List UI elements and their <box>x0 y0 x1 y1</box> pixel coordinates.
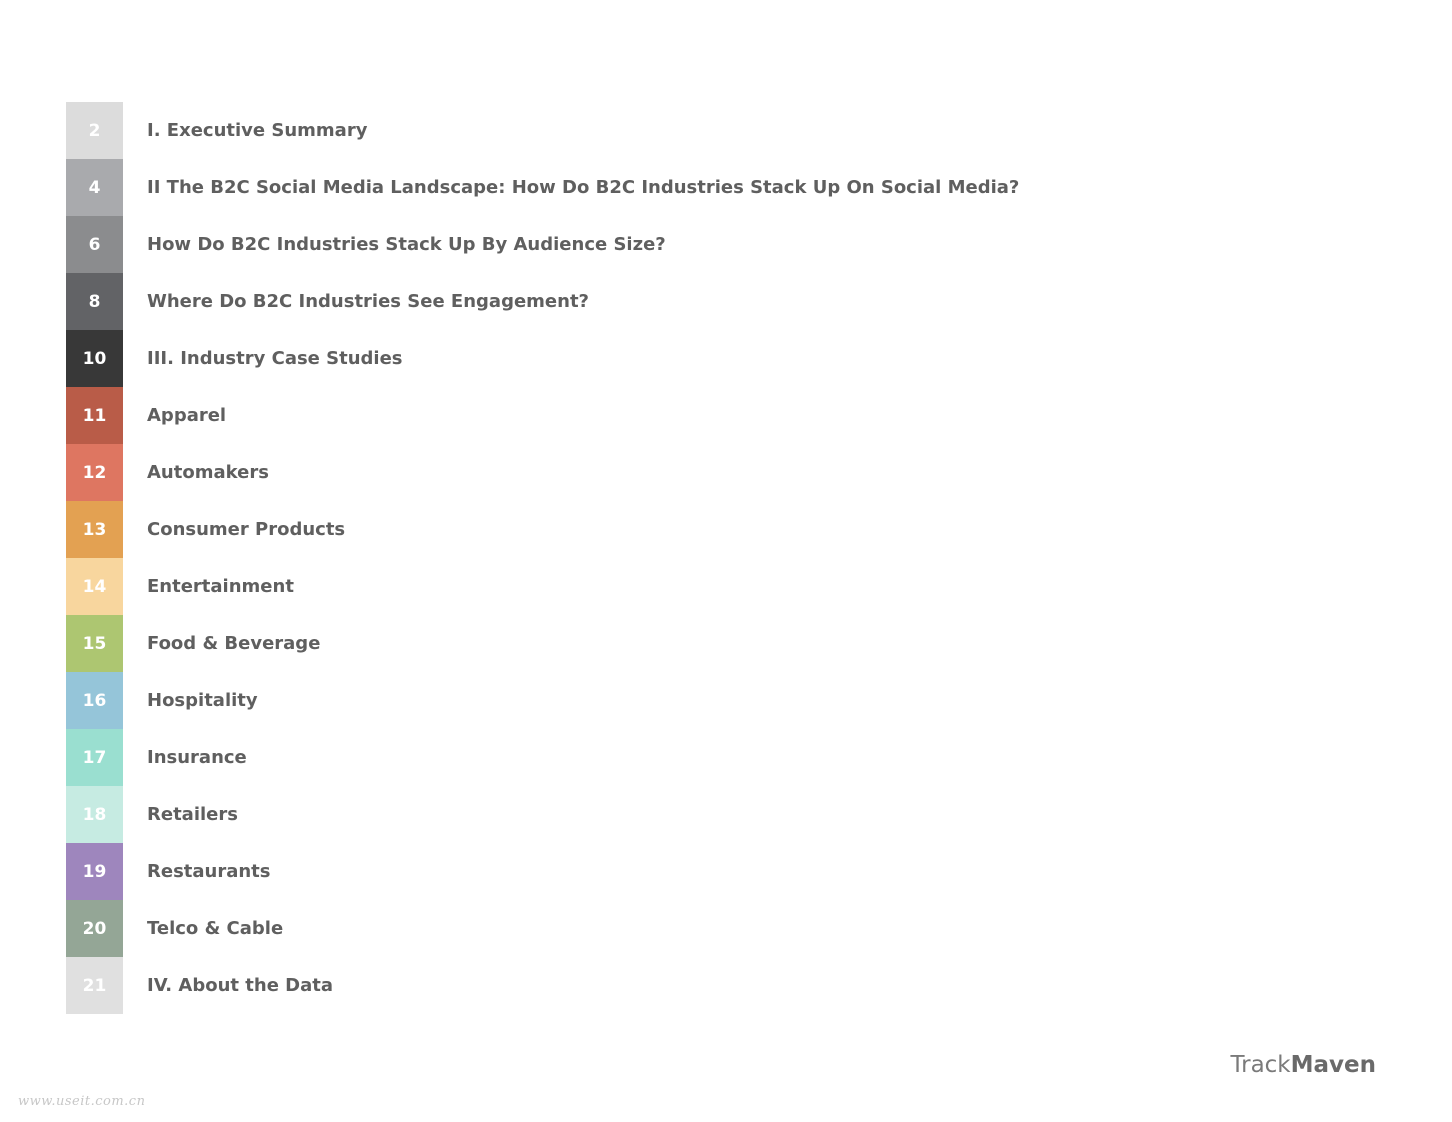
toc-entry[interactable] <box>66 615 1386 672</box>
toc-entry-label: I. Executive Summary <box>147 120 368 141</box>
toc-entry-label: III. Industry Case Studies <box>147 348 403 369</box>
toc-entry[interactable] <box>66 786 1386 843</box>
toc-entry-label: II The B2C Social Media Landscape: How Do B2C Industries Stack Up On Social Media? <box>147 177 1020 198</box>
toc-entry-label: Consumer Products <box>147 519 346 540</box>
toc-entry[interactable] <box>66 273 1386 330</box>
page-number-badge: 14 <box>66 558 123 615</box>
toc-entry[interactable] <box>66 102 1386 159</box>
toc-entry-label: Apparel <box>147 405 227 426</box>
toc-entry[interactable] <box>66 672 1386 729</box>
toc-entry[interactable] <box>66 957 1386 1014</box>
toc-entry[interactable] <box>66 843 1386 900</box>
toc-entry[interactable] <box>66 216 1386 273</box>
page-number-badge: 10 <box>66 330 123 387</box>
page-number-badge: 12 <box>66 444 123 501</box>
watermark: www.useit.com.cn <box>18 1094 146 1109</box>
toc-entry-label: Telco & Cable <box>147 918 284 939</box>
toc-entry-label: Food & Beverage <box>147 633 321 654</box>
page-number-badge: 17 <box>66 729 123 786</box>
toc-entry[interactable] <box>66 159 1386 216</box>
page-number-badge: 4 <box>66 159 123 216</box>
page-number-badge: 20 <box>66 900 123 957</box>
toc-entry[interactable] <box>66 501 1386 558</box>
brand-logo-light: Track <box>1230 1052 1291 1078</box>
toc-entry[interactable] <box>66 558 1386 615</box>
page-number-badge: 8 <box>66 273 123 330</box>
toc-entry[interactable] <box>66 387 1386 444</box>
page-number-badge: 6 <box>66 216 123 273</box>
page-number-badge: 13 <box>66 501 123 558</box>
toc-entry-label: Entertainment <box>147 576 294 597</box>
toc-entry[interactable] <box>66 729 1386 786</box>
toc-entry-label: Restaurants <box>147 861 271 882</box>
toc-entry-label: Retailers <box>147 804 238 825</box>
toc-entry[interactable] <box>66 444 1386 501</box>
toc-entry-label: How Do B2C Industries Stack Up By Audience Size? <box>147 234 666 255</box>
toc-entry-label: Insurance <box>147 747 247 768</box>
page-number-badge: 2 <box>66 102 123 159</box>
page-number-badge: 19 <box>66 843 123 900</box>
brand-logo-strong: Maven <box>1290 1052 1376 1078</box>
toc-entry-label: IV. About the Data <box>147 975 334 996</box>
page-number-badge: 16 <box>66 672 123 729</box>
page-number-badge: 11 <box>66 387 123 444</box>
page-number-badge: 18 <box>66 786 123 843</box>
toc-entry-label: Hospitality <box>147 690 258 711</box>
toc-entry[interactable] <box>66 900 1386 957</box>
page-number-badge: 15 <box>66 615 123 672</box>
toc-entry-label: Automakers <box>147 462 269 483</box>
toc-entry[interactable] <box>66 330 1386 387</box>
brand-logo <box>1230 1052 1376 1078</box>
toc-entry-label: Where Do B2C Industries See Engagement? <box>147 291 589 312</box>
table-of-contents <box>66 102 1386 1014</box>
page-number-badge: 21 <box>66 957 123 1014</box>
